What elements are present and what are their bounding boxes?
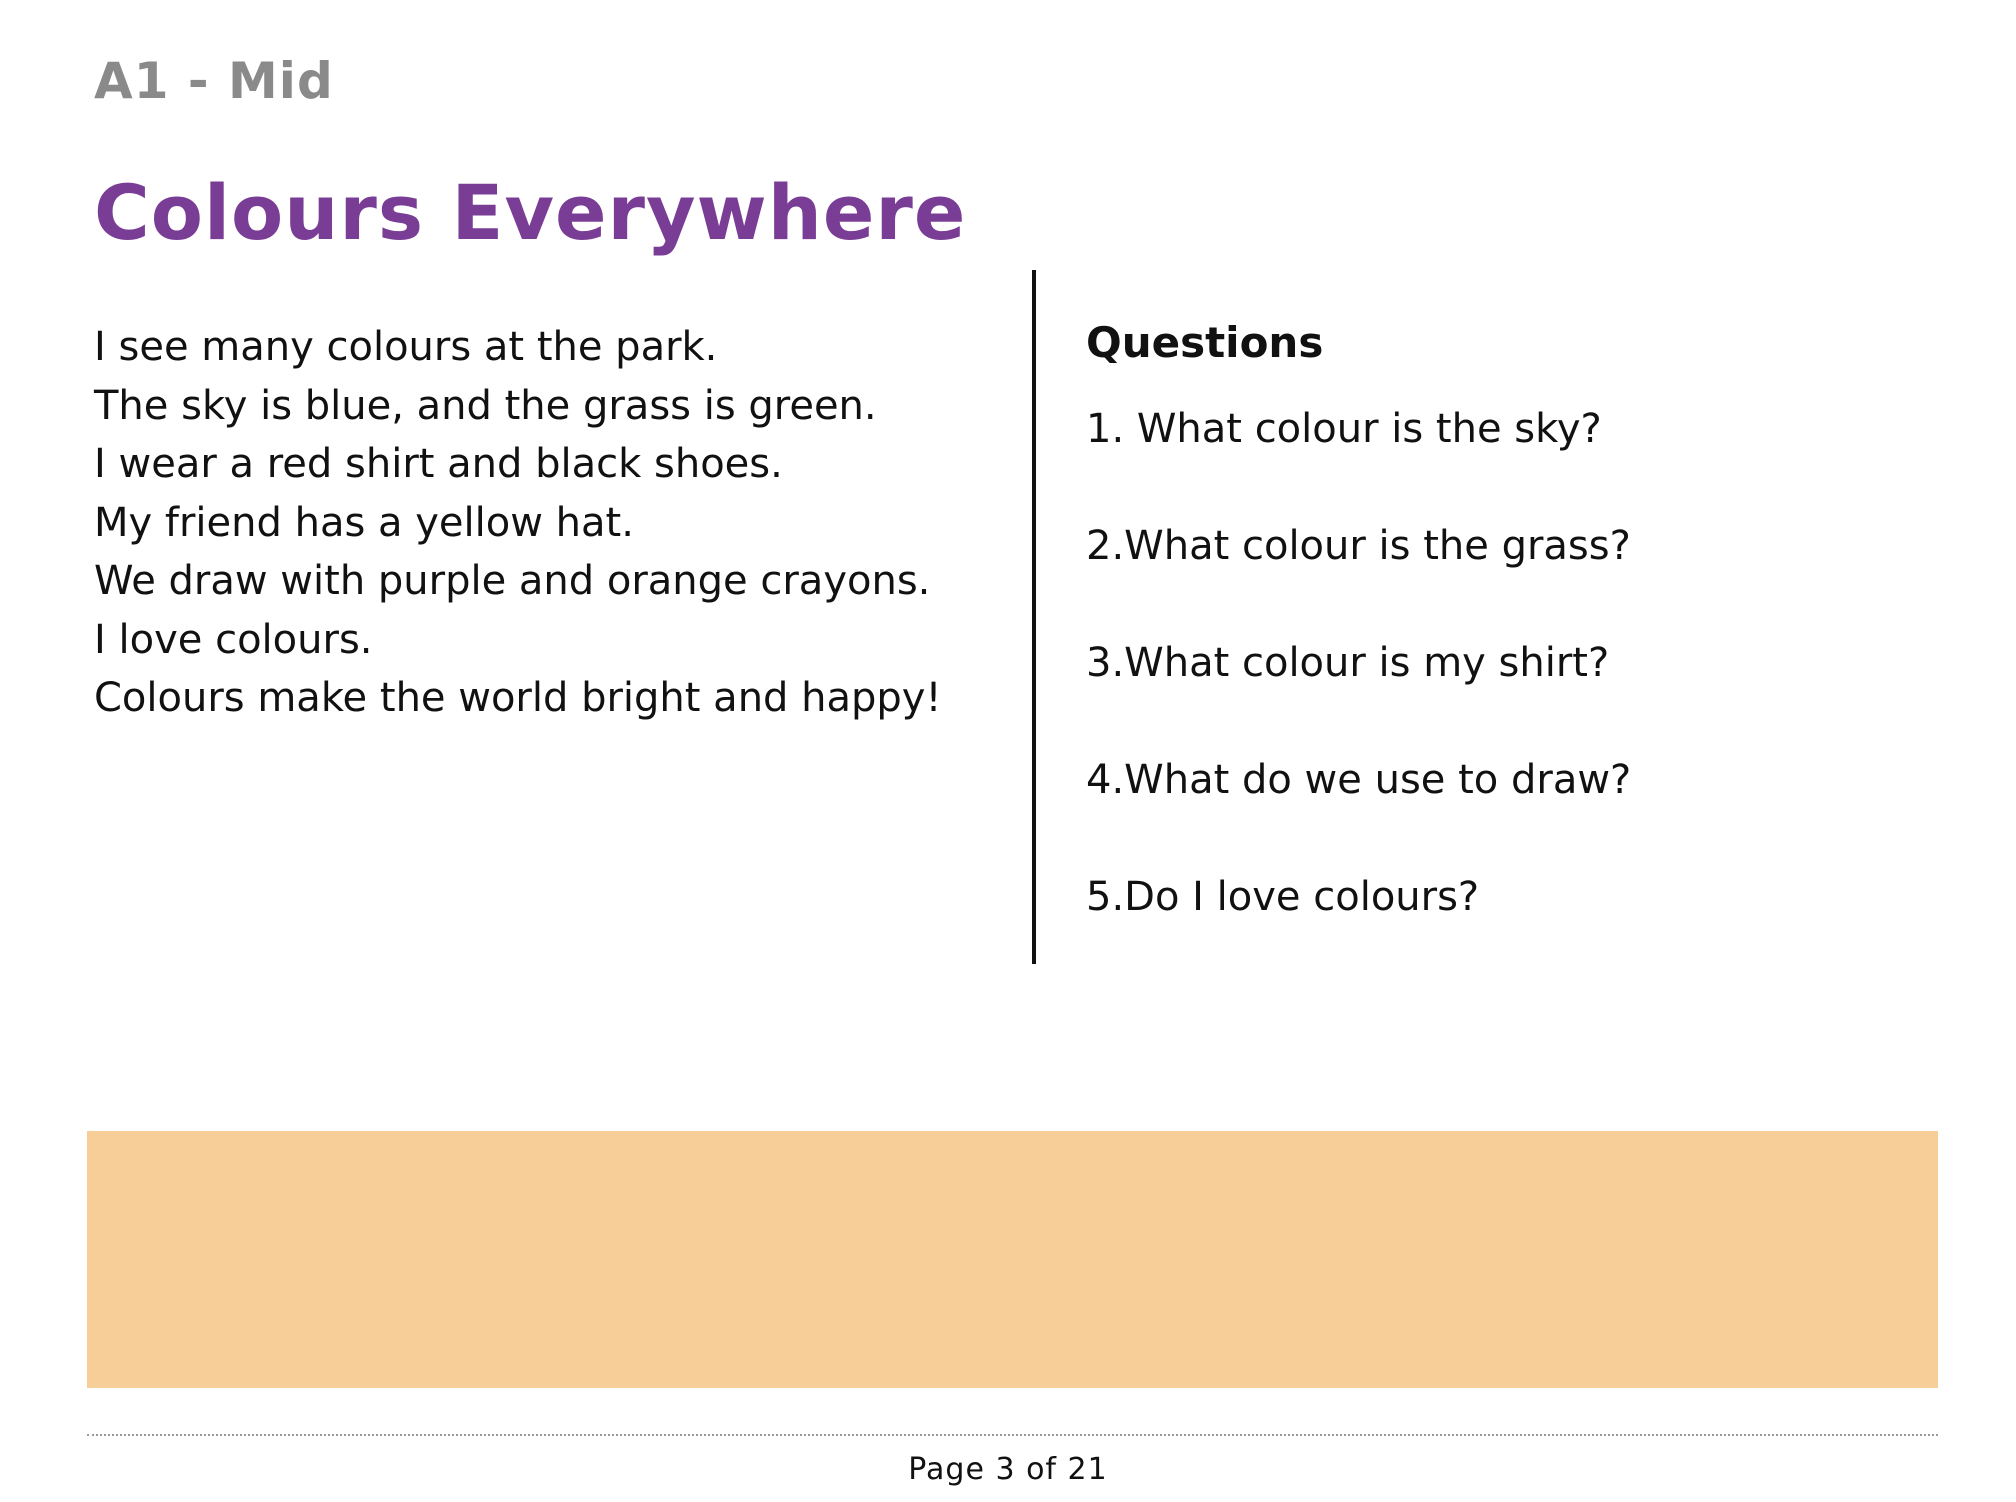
page-number: Page 3 of 21 bbox=[908, 1452, 1108, 1487]
page-title: Colours Everywhere bbox=[94, 168, 967, 257]
question-item: 2.What colour is the grass? bbox=[1086, 523, 1631, 569]
column-divider bbox=[1032, 270, 1036, 964]
passage-line: We draw with purple and orange crayons. bbox=[94, 558, 931, 604]
passage-line: Colours make the world bright and happy! bbox=[94, 675, 942, 721]
questions-heading: Questions bbox=[1086, 318, 1324, 367]
passage-line: My friend has a yellow hat. bbox=[94, 499, 634, 546]
footer-divider bbox=[87, 1434, 1938, 1436]
questions-list bbox=[1086, 400, 1631, 985]
question-item: 3.What colour is my shirt? bbox=[1086, 640, 1610, 686]
question-item: 4.What do we use to draw? bbox=[1086, 757, 1632, 803]
level-label: A1 - Mid bbox=[94, 52, 334, 110]
passage-line: I wear a red shirt and black shoes. bbox=[94, 441, 783, 487]
reading-passage bbox=[94, 318, 942, 728]
passage-line: The sky is blue, and the grass is green. bbox=[94, 382, 877, 429]
passage-line: I see many colours at the park. bbox=[94, 324, 718, 370]
question-item: 1. What colour is the sky? bbox=[1086, 406, 1602, 452]
question-item: 5.Do I love colours? bbox=[1086, 874, 1480, 920]
decorative-banner bbox=[87, 1131, 1938, 1388]
passage-line: I love colours. bbox=[94, 616, 373, 663]
